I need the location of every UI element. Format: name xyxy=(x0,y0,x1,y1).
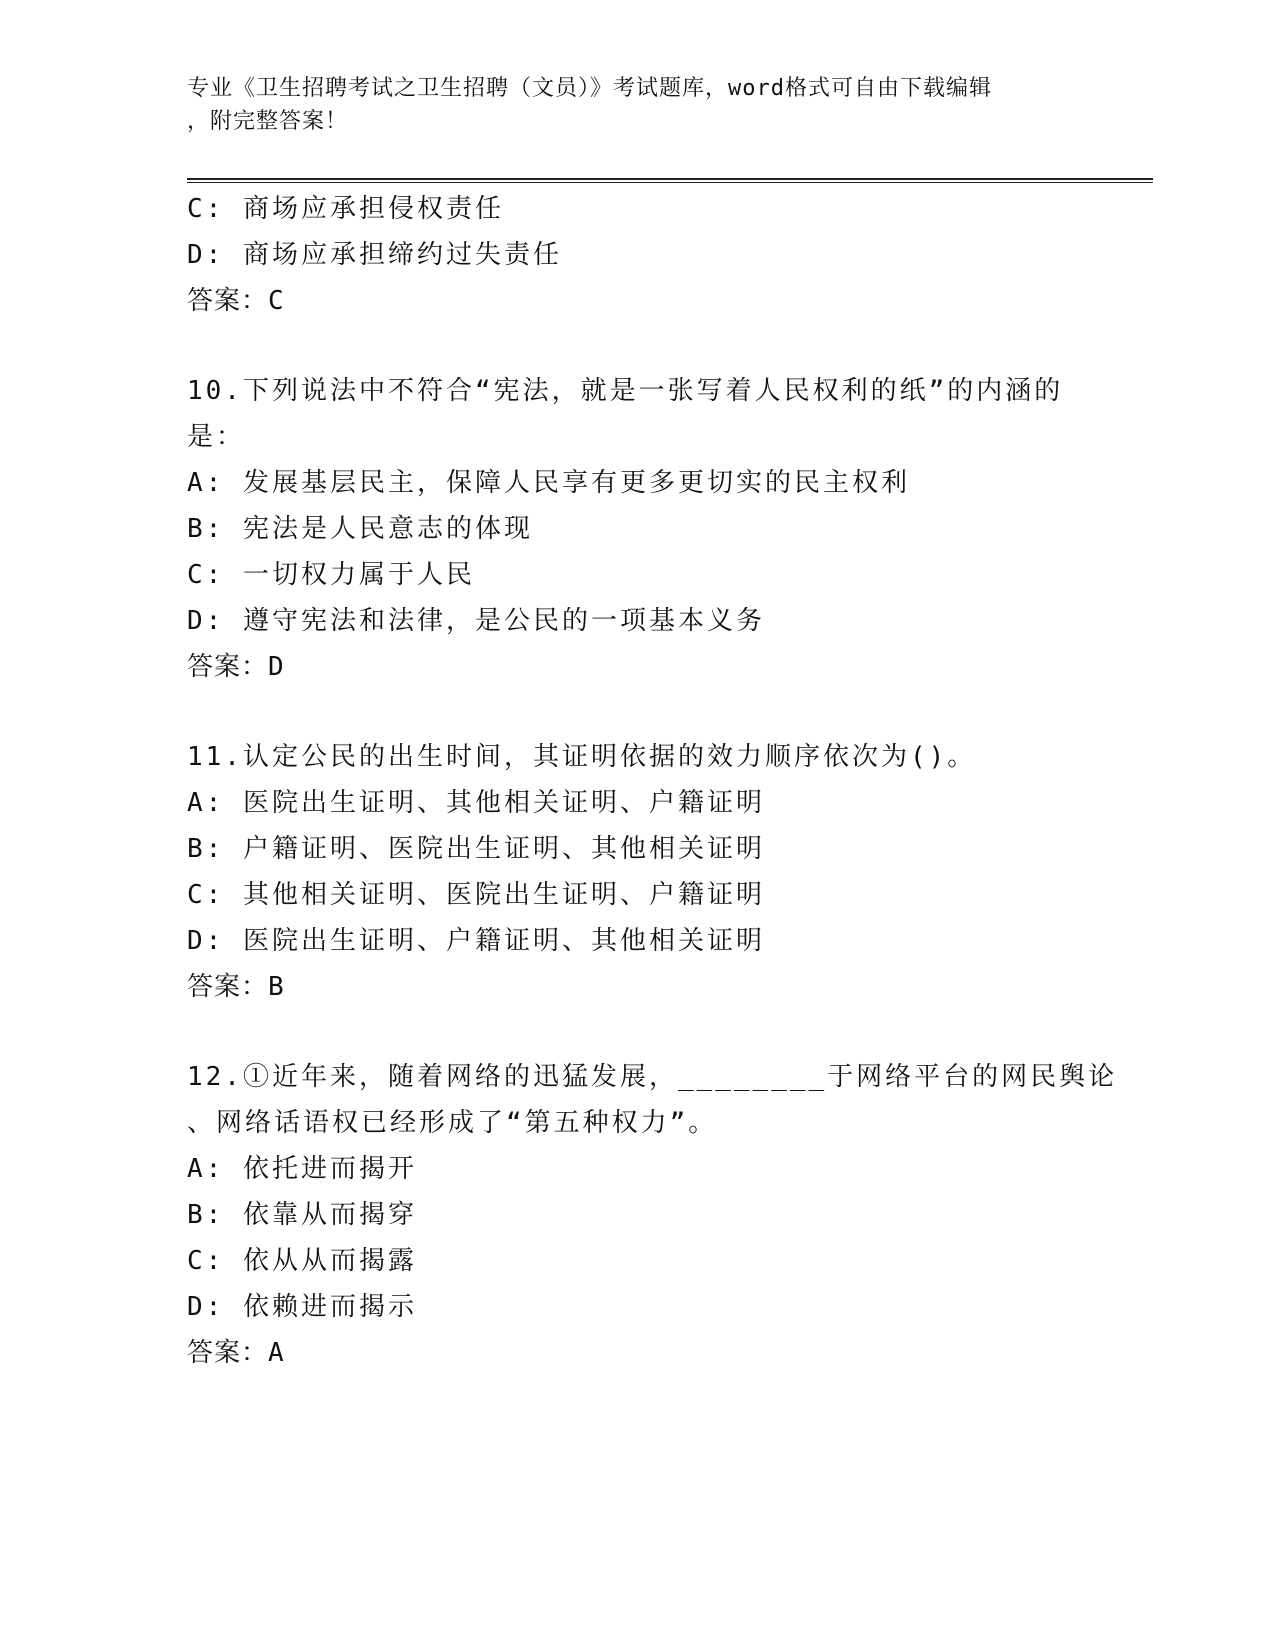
option-a: A: 医院出生证明、其他相关证明、户籍证明 xyxy=(187,788,765,818)
answer-line: 答案：B xyxy=(187,972,285,1002)
answer-line: 答案：D xyxy=(187,652,285,682)
option-d: D: 医院出生证明、户籍证明、其他相关证明 xyxy=(187,926,765,956)
document-header xyxy=(187,72,1067,138)
question-title-continued: 是： xyxy=(187,422,246,452)
option-d: D: 遵守宪法和法律，是公民的一项基本义务 xyxy=(187,606,765,636)
answer-line: 答案：A xyxy=(187,1338,285,1368)
question-title: 11.认定公民的出生时间，其证明依据的效力顺序依次为()。 xyxy=(187,742,977,772)
spacer xyxy=(187,690,1087,734)
option-d: D: 商场应承担缔约过失责任 xyxy=(187,240,562,270)
answer-line: 答案：C xyxy=(187,286,285,316)
header-divider xyxy=(187,178,1153,183)
option-b: B: 户籍证明、医院出生证明、其他相关证明 xyxy=(187,834,765,864)
question-block-11 xyxy=(187,734,1087,1010)
question-block-10 xyxy=(187,368,1087,690)
option-c: C: 其他相关证明、医院出生证明、户籍证明 xyxy=(187,880,765,910)
spacer xyxy=(187,1010,1087,1054)
option-a: A: 发展基层民主，保障人民享有更多更切实的民主权利 xyxy=(187,468,910,498)
option-a: A: 依托进而揭开 xyxy=(187,1154,417,1184)
header-line-1: 专业《卫生招聘考试之卫生招聘（文员）》考试题库，word格式可自由下载编辑 xyxy=(187,76,992,101)
option-d: D: 依赖进而揭示 xyxy=(187,1292,417,1322)
option-b: B: 依靠从而揭穿 xyxy=(187,1200,417,1230)
option-b: B: 宪法是人民意志的体现 xyxy=(187,514,533,544)
question-title-continued: 、网络话语权已经形成了“第五种权力”。 xyxy=(187,1108,718,1138)
document-body xyxy=(187,186,1118,1376)
spacer xyxy=(187,324,1087,368)
option-c: C: 一切权力属于人民 xyxy=(187,560,475,590)
question-title: 12.①近年来，随着网络的迅猛发展，________于网络平台的网民舆论 xyxy=(187,1062,1118,1092)
header-line-2: ，附完整答案！ xyxy=(187,109,349,134)
question-block-prev xyxy=(187,186,1087,324)
question-block-12 xyxy=(187,1054,1118,1376)
question-title: 10.下列说法中不符合“宪法，就是一张写着人民权利的纸”的内涵的 xyxy=(187,376,1064,406)
option-c: C: 商场应承担侵权责任 xyxy=(187,194,504,224)
option-c: C: 依从从而揭露 xyxy=(187,1246,417,1276)
